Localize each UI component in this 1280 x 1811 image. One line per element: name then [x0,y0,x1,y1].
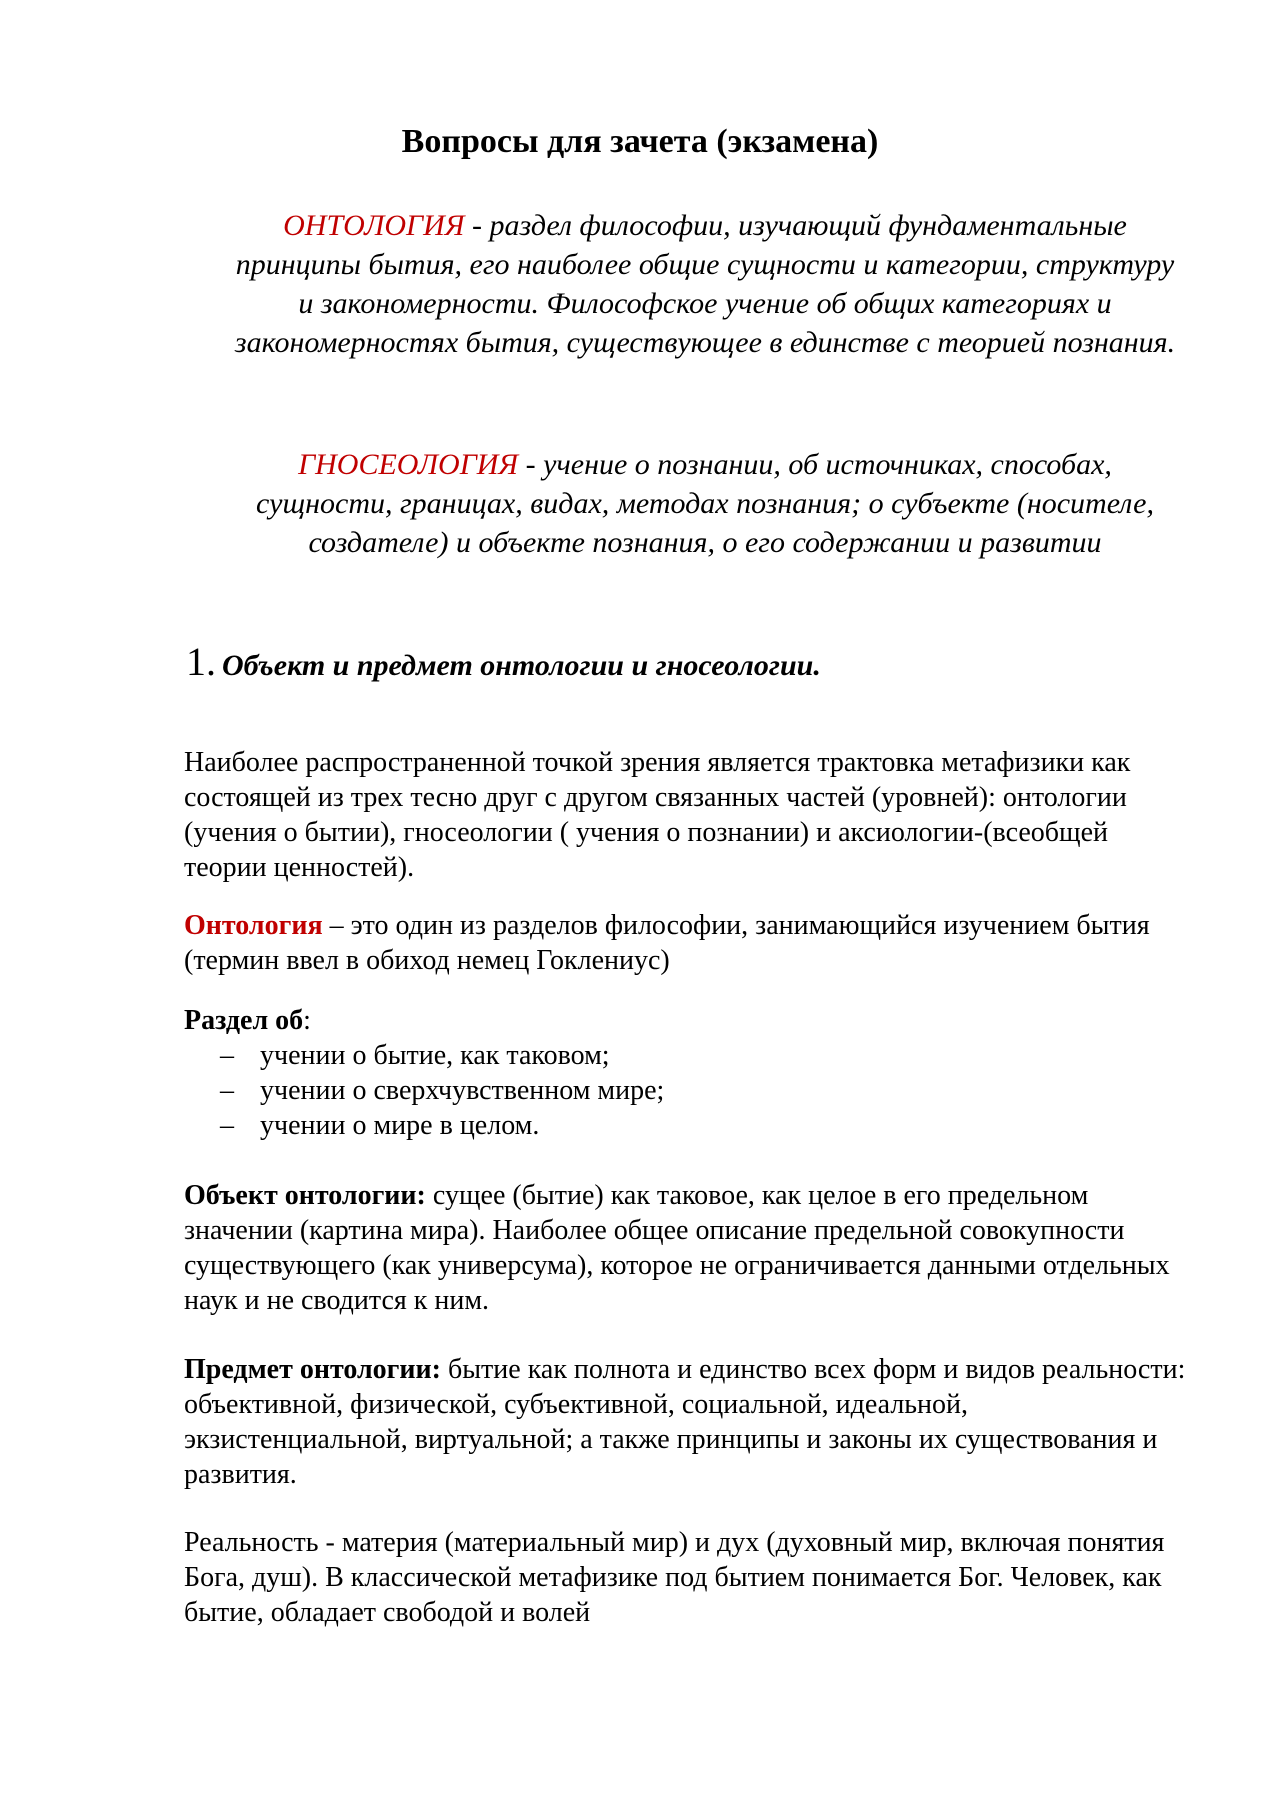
section-label-colon: : [303,1005,311,1036]
object-label: Объект онтологии: [184,1180,426,1211]
object-text: сущее (бытие) как таковое, как целое в его предельном значении (картина мира). Наиболее общее описание предельной совокупности существующего (как универсума), которое не ограничивается данными отдельных наук и не сводится к ним. [184,1180,1170,1316]
ontology-inline-term: Онтология [184,910,323,941]
section-label: Раздел об [184,1005,304,1036]
subject-paragraph [184,1352,1194,1492]
section-heading [186,640,1186,688]
section-heading-text: Объект и предмет онтологии и гносеологии. [222,649,821,682]
gnoseology-term: ГНОСЕОЛОГИЯ [298,448,519,481]
object-paragraph [184,1178,1194,1318]
page-title: Вопросы для зачета (экзамена) [401,123,879,160]
subject-label: Предмет онтологии: [184,1354,441,1385]
list-item-text: учении о мире в целом. [260,1110,540,1141]
list-item [184,1073,1194,1108]
section-list [184,1038,1194,1143]
dash-bullet-icon: – [220,1075,234,1106]
list-item-text: учении о бытие, как таковом; [260,1040,610,1071]
gnoseology-definition [230,445,1180,562]
list-item-text: учении о сверхчувственном мире; [260,1075,665,1106]
intro-paragraph: Наиболее распространенной точкой зрения является трактовка метафизики как состоящей из трех тесно друг с другом связанных частей (уровней): онтологии (учения о бытии), гносеологии ( учения о познании) и аксиологии-(всеобщей теории ценностей). [184,747,1131,883]
list-item [184,1108,1194,1143]
subject-text: бытие как полнота и единство всех форм и видов реальности: объективной, физической, субъективной, социальной, идеальной, экзистенциальной, виртуальной; а также принципы и законы их существования и развития. [184,1354,1186,1490]
section-number: 1. [186,639,216,684]
dash-bullet-icon: – [220,1110,234,1141]
ontology-paragraph [184,908,1194,978]
section-label-line [184,1003,1194,1038]
ontology-definition-text: - раздел философии, изучающий фундаментальные принципы бытия, его наиболее общие сущности и категории, структуру и закономерности. Философское учение об общих категориях и закономерностях бытия, существующее в единстве с теорией познания. [234,209,1176,359]
section-list-block [184,1003,1194,1143]
ontology-definition [230,206,1180,362]
ontology-term: ОНТОЛОГИЯ [283,209,465,242]
reality-paragraph: Реальность - материя (материальный мир) и дух (духовный мир, включая понятия Бога, душ). В классической метафизике под бытием понимается Бог. Человек, как бытие, обладает свободой и волей [184,1527,1165,1628]
gnoseology-definition-text: - учение о познании, об источниках, способах, сущности, границах, видах, методах познания; о субъекте (носителе, создателе) и объекте познания, о его содержании и развитии [256,448,1154,559]
ontology-inline-text: – это один из разделов философии, занимающийся изучением бытия (термин ввел в обиход немец Гоклениус) [184,910,1150,976]
list-item [184,1038,1194,1073]
dash-bullet-icon: – [220,1040,234,1071]
